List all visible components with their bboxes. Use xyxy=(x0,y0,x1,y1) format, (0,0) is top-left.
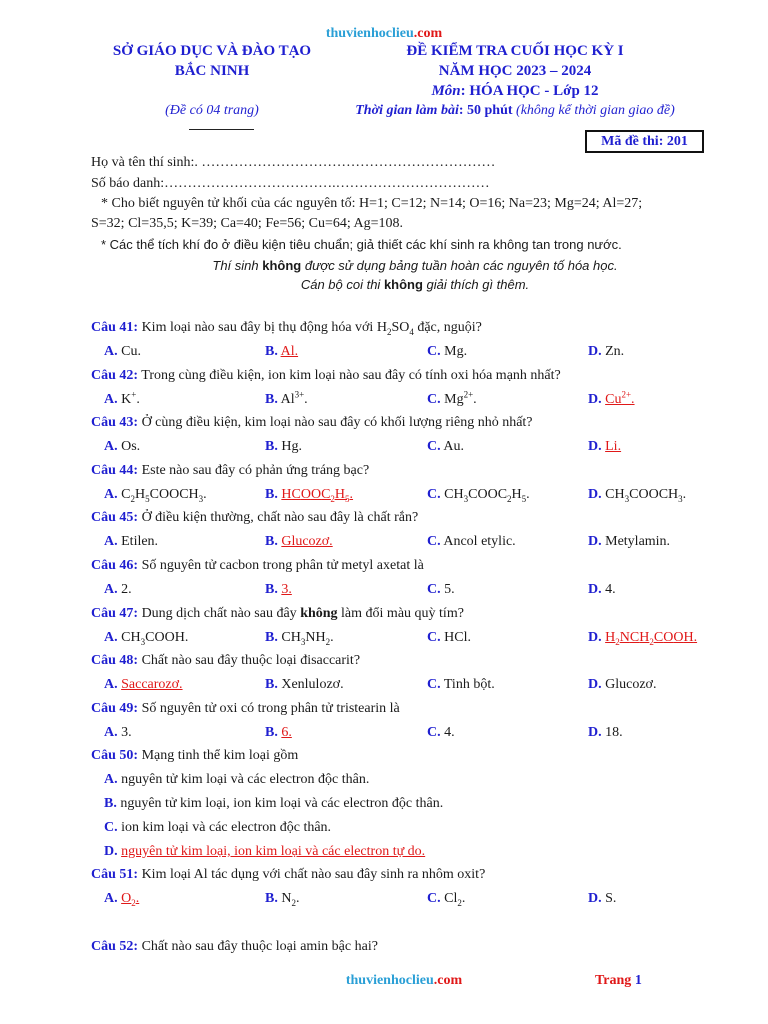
site-tld: .com xyxy=(433,973,463,988)
question-text: Este nào sau đây có phản ứng tráng bạc? xyxy=(138,463,370,478)
school-year: NĂM HỌC 2023 – 2024 xyxy=(438,63,592,79)
q42-option-b[interactable]: B. $Al^{3+}$. xyxy=(265,389,308,407)
question-number: Câu 42: xyxy=(91,368,139,383)
option-letter: D. xyxy=(588,487,602,502)
question-text: Ở điều kiện thường, chất nào sau đây là chất rắn? xyxy=(138,510,419,525)
q44-option-a[interactable] xyxy=(104,487,207,503)
option-text: Tinh bột. xyxy=(443,677,495,692)
q45-options xyxy=(0,534,768,552)
question-51 xyxy=(91,867,485,883)
q45-option-d[interactable] xyxy=(588,534,670,550)
question-number: Câu 48: xyxy=(91,653,139,668)
q51-option-a[interactable] xyxy=(104,891,139,907)
q49-options xyxy=(0,725,768,743)
q47-text-c: làm đổi màu quỳ tím? xyxy=(337,606,464,621)
option-text: Glucozơ. xyxy=(605,677,657,692)
question-48 xyxy=(91,653,360,669)
q41-option-c[interactable] xyxy=(427,344,467,360)
option-letter: A. xyxy=(104,891,118,906)
q51-options xyxy=(0,891,768,909)
option-letter: B. xyxy=(265,344,278,359)
candidate-id-line: Số báo danh:……………………………….…………………………… xyxy=(91,176,490,191)
correct-answer: $O_2$. xyxy=(121,891,140,908)
question-text: Trong cùng điều kiện, ion kim loại nào sau đây có tính oxi hóa mạnh nhất? xyxy=(138,368,561,383)
option-letter: B. xyxy=(265,439,278,454)
q42-option-d[interactable] xyxy=(588,389,635,408)
question-49 xyxy=(91,701,400,717)
time-value: : 50 phút xyxy=(458,103,513,118)
option-text: nguyên tử kim loại và các electron độc thân. xyxy=(121,772,370,787)
question-43 xyxy=(91,415,533,431)
question-text: Mạng tinh thể kim loại gồm xyxy=(138,748,299,763)
subject-label: Môn xyxy=(431,83,461,99)
question-text: Kim loại Al tác dụng với chất nào sau đây sinh ra nhôm oxit? xyxy=(138,867,486,882)
question-number: Câu 41: xyxy=(91,320,139,335)
option-letter: C. xyxy=(104,820,118,835)
exam-code-box: Mã đề thi: 201 xyxy=(585,130,704,153)
question-number: Câu 47: xyxy=(91,606,139,621)
question-number: Câu 43: xyxy=(91,415,139,430)
option-letter: D. xyxy=(588,344,602,359)
option-text: Mg xyxy=(444,392,464,407)
q45-option-a[interactable] xyxy=(104,534,158,550)
page-label: Trang xyxy=(595,973,632,988)
subject-line xyxy=(340,83,690,100)
option-letter: D. xyxy=(588,725,602,740)
q51-option-d[interactable] xyxy=(588,891,616,907)
question-47 xyxy=(91,606,464,622)
option-letter: B. xyxy=(265,392,278,407)
q48-option-c[interactable] xyxy=(427,677,495,693)
candidate-name-line: Họ và tên thí sinh:. ……………………………………………………… xyxy=(91,155,496,170)
q49-option-a[interactable] xyxy=(104,725,132,741)
q46-options xyxy=(0,582,768,600)
q48-option-b[interactable] xyxy=(265,677,344,693)
option-text: Xenlulozơ. xyxy=(281,677,344,692)
question-number: Câu 50: xyxy=(91,748,139,763)
formula-n2: $N_2$. xyxy=(281,891,300,908)
option-letter: A. xyxy=(104,534,118,549)
question-number: Câu 46: xyxy=(91,558,139,573)
formula-ch3cooc2h5: $CH_3COOC_2H_5$. xyxy=(444,487,530,504)
correct-answer: Saccarozơ. xyxy=(121,677,183,692)
q47-emph: không xyxy=(300,606,338,621)
atomic-mass-note: * Cho biết nguyên tử khối của các nguyên tố: H=1; C=12; N=14; O=16; Na=23; Mg=24; Al=27; xyxy=(101,196,643,211)
option-letter: B. xyxy=(265,630,278,645)
q45-option-c[interactable] xyxy=(427,534,516,550)
correct-answer: Al. xyxy=(280,344,299,359)
q44-option-c[interactable] xyxy=(427,487,530,503)
option-text: 5. xyxy=(444,582,455,597)
correct-answer: 3. xyxy=(281,582,292,597)
correct-answer: Li. xyxy=(605,439,622,454)
option-letter: B. xyxy=(265,725,278,740)
q47-text-a: Dung dịch chất nào sau đây xyxy=(138,606,301,621)
option-letter: A. xyxy=(104,772,118,787)
rule-periodic-table xyxy=(0,258,768,273)
q41-options xyxy=(0,344,768,362)
q49-option-b[interactable] xyxy=(265,725,292,741)
option-text: Ancol etylic. xyxy=(443,534,516,549)
option-letter: D. xyxy=(588,891,602,906)
option-letter: D. xyxy=(104,844,118,859)
option-letter: A. xyxy=(104,344,118,359)
question-45 xyxy=(91,510,418,526)
site-link-footer[interactable] xyxy=(0,973,768,989)
q47-option-d[interactable] xyxy=(588,630,697,646)
rule-proctor xyxy=(0,277,768,292)
q43-option-a[interactable] xyxy=(104,439,140,455)
option-text: nguyên tử kim loại, ion kim loại và các electron độc thân. xyxy=(120,796,444,811)
page-num: 1 xyxy=(634,973,642,988)
charge-sup: + xyxy=(131,389,137,400)
header-divider xyxy=(189,129,254,130)
option-letter: A. xyxy=(104,630,118,645)
option-letter: C. xyxy=(427,392,441,407)
question-46 xyxy=(91,558,424,574)
time-line xyxy=(320,103,710,119)
option-letter: D. xyxy=(588,582,602,597)
gas-volume-note: * Các thể tích khí đo ở điều kiện tiêu chuẩn; giả thiết các khí sinh ra không tan trong nước. xyxy=(101,237,622,252)
rule2-text-c: giải thích gì thêm. xyxy=(422,277,530,292)
option-letter: C. xyxy=(427,534,441,549)
rule1-text-a: Thí sinh xyxy=(212,258,263,273)
question-52 xyxy=(91,939,378,955)
atomic-mass-note-cont: S=32; Cl=35,5; K=39; Ca=40; Fe=56; Cu=64; Ag=108. xyxy=(91,216,403,231)
q43-option-c[interactable] xyxy=(427,439,464,455)
option-letter: D. xyxy=(588,534,602,549)
option-text: 18. xyxy=(605,725,623,740)
q47-option-b[interactable] xyxy=(265,630,334,646)
pages-note: (Đề có 04 trang) xyxy=(165,103,259,118)
option-letter: C. xyxy=(427,725,441,740)
rule1-text-c: được sử dụng bảng tuần hoàn các nguyên tố hóa học. xyxy=(301,258,618,273)
question-number: Câu 45: xyxy=(91,510,139,525)
option-text: Al xyxy=(280,392,295,407)
subject-value: : HÓA HỌC - Lớp 12 xyxy=(460,83,599,99)
option-text: Etilen. xyxy=(121,534,159,549)
q42-options xyxy=(0,389,768,410)
option-letter: B. xyxy=(265,891,278,906)
option-letter: C. xyxy=(427,677,441,692)
option-text: Os. xyxy=(121,439,141,454)
q41-text-e: đặc, nguội? xyxy=(413,320,482,335)
q47-options xyxy=(0,630,768,648)
correct-answer: $HCOOC_2H_5$. xyxy=(281,487,354,504)
question-number: Câu 51: xyxy=(91,867,139,882)
correct-answer: nguyên tử kim loại, ion kim loại và các electron tự do. xyxy=(121,844,426,859)
option-letter: D. xyxy=(588,439,602,454)
rule2-text-a: Cán bộ coi thi xyxy=(300,277,384,292)
q51-option-b[interactable] xyxy=(265,891,299,907)
q41-sub-2: 2 xyxy=(386,326,392,337)
question-42 xyxy=(91,368,561,384)
question-text: Số nguyên tử cacbon trong phân tử metyl axetat là xyxy=(138,558,424,573)
question-number: Câu 49: xyxy=(91,701,139,716)
option-letter: A. xyxy=(104,725,118,740)
option-letter: C. xyxy=(427,344,441,359)
formula-s: S. xyxy=(605,891,617,906)
option-letter: A. xyxy=(104,392,118,407)
option-letter: B. xyxy=(265,534,278,549)
option-letter: B. xyxy=(104,796,117,811)
q47-option-a[interactable] xyxy=(104,630,188,646)
formula-ch3cooh: $CH_3COOH$. xyxy=(121,630,189,647)
q41-option-b[interactable] xyxy=(265,344,298,360)
q49-option-c[interactable] xyxy=(427,725,455,741)
q46-option-b[interactable] xyxy=(265,582,292,598)
q46-option-d[interactable] xyxy=(588,582,616,598)
time-note: (không kể thời gian giao đề) xyxy=(516,103,675,118)
option-text: 4. xyxy=(444,725,455,740)
question-number: Câu 44: xyxy=(91,463,139,478)
q41-text-a: Kim loại nào sau đây bị thụ động hóa với H xyxy=(138,320,387,335)
q48-option-a[interactable] xyxy=(104,677,183,693)
q50-option-c[interactable] xyxy=(104,820,331,836)
formula-c2h5cooch3: $C_2H_5COOCH_3$. xyxy=(121,487,207,504)
q43-option-d[interactable] xyxy=(588,439,621,455)
option-letter: D. xyxy=(588,392,602,407)
rule2-emph: không xyxy=(383,277,423,292)
province-name: BẮC NINH xyxy=(174,63,250,79)
formula-hcl: HCl. xyxy=(444,630,471,645)
charge-sup: 3+ xyxy=(294,389,305,400)
option-text: 3. xyxy=(121,725,132,740)
option-text: 2. xyxy=(121,582,132,597)
formula-ch3nh2: $CH_3NH_2$. xyxy=(281,630,334,647)
q41-option-d[interactable] xyxy=(588,344,624,360)
q44-option-b[interactable] xyxy=(265,487,353,503)
option-letter: D. xyxy=(588,677,602,692)
q43-options xyxy=(0,439,768,457)
option-text: K xyxy=(121,392,132,407)
q46-option-a[interactable] xyxy=(104,582,132,598)
q45-option-b[interactable] xyxy=(265,534,333,550)
option-text: Mg. xyxy=(444,344,468,359)
site-link-top[interactable] xyxy=(0,26,768,42)
correct-answer: $H_2NCH_2COOH$. xyxy=(605,630,698,647)
q49-option-d[interactable] xyxy=(588,725,623,741)
option-letter: B. xyxy=(265,582,278,597)
question-41 xyxy=(91,320,482,336)
q47-option-c[interactable] xyxy=(427,630,471,646)
question-50 xyxy=(91,748,298,764)
question-44 xyxy=(91,463,369,479)
q41-text-c: SO xyxy=(391,320,410,335)
q41-sub-4: 4 xyxy=(409,326,414,337)
correct-answer: Glucozơ. xyxy=(281,534,333,549)
option-text: 4. xyxy=(605,582,616,597)
q44-options xyxy=(0,487,768,505)
q43-option-b[interactable] xyxy=(265,439,302,455)
option-letter: D. xyxy=(588,630,602,645)
option-text: Hg. xyxy=(281,439,302,454)
site-name: thuvienhoclieu xyxy=(325,26,414,41)
option-letter: C. xyxy=(427,891,441,906)
rule1-emph: không xyxy=(262,258,302,273)
option-letter: C. xyxy=(427,582,441,597)
question-text: Chất nào sau đây thuộc loại amin bậc hai? xyxy=(138,939,378,954)
correct-answer: $Cu^{2+}$. xyxy=(605,389,635,407)
q48-option-d[interactable] xyxy=(588,677,656,693)
option-letter: C. xyxy=(427,487,441,502)
option-letter: B. xyxy=(265,677,278,692)
question-text: Chất nào sau đây thuộc loại đisaccarit? xyxy=(138,653,361,668)
formula-cl2: $Cl_2$. xyxy=(444,891,466,908)
q50-option-b[interactable] xyxy=(104,796,443,812)
q48-options xyxy=(0,677,768,695)
q46-option-c[interactable] xyxy=(427,582,455,598)
option-text: Zn. xyxy=(605,344,625,359)
question-number: Câu 52: xyxy=(91,939,139,954)
q50-option-a[interactable] xyxy=(104,772,369,788)
q41-option-a[interactable] xyxy=(104,344,141,360)
q50-option-d[interactable] xyxy=(104,844,425,860)
option-text: Cu xyxy=(605,392,622,407)
site-name: thuvienhoclieu xyxy=(345,973,434,988)
question-text: Số nguyên tử oxi có trong phân tử tristearin là xyxy=(138,701,400,716)
option-text: Cu. xyxy=(121,344,141,359)
option-text: Metylamin. xyxy=(605,534,671,549)
option-letter: C. xyxy=(427,439,441,454)
option-text: Au. xyxy=(443,439,464,454)
formula-ch3cooch3: $CH_3COOCH_3$. xyxy=(605,487,687,504)
time-label: Thời gian làm bài xyxy=(355,103,459,118)
option-letter: A. xyxy=(104,677,118,692)
site-tld: .com xyxy=(413,26,443,41)
q42-option-a[interactable]: A. K+. xyxy=(104,389,140,407)
option-letter: A. xyxy=(104,487,118,502)
charge-sup: 2+ xyxy=(621,389,632,400)
department-name: SỞ GIÁO DỤC VÀ ĐÀO TẠO xyxy=(112,43,312,59)
correct-answer: 6. xyxy=(281,725,292,740)
q51-option-c[interactable] xyxy=(427,891,465,907)
charge-sup: 2+ xyxy=(463,389,474,400)
option-letter: A. xyxy=(104,582,118,597)
option-text: ion kim loại và các electron độc thân. xyxy=(121,820,332,835)
question-text: Ở cùng điều kiện, kim loại nào sau đây có khối lượng riêng nhỏ nhất? xyxy=(138,415,533,430)
page-number xyxy=(595,973,642,989)
option-letter: A. xyxy=(104,439,118,454)
q44-option-d[interactable] xyxy=(588,487,686,503)
option-letter: B. xyxy=(265,487,278,502)
exam-title: ĐỀ KIỂM TRA CUỐI HỌC KỲ I xyxy=(406,43,624,59)
q42-option-c[interactable]: C. $Mg^{2+}$. xyxy=(427,389,477,407)
option-letter: C. xyxy=(427,630,441,645)
